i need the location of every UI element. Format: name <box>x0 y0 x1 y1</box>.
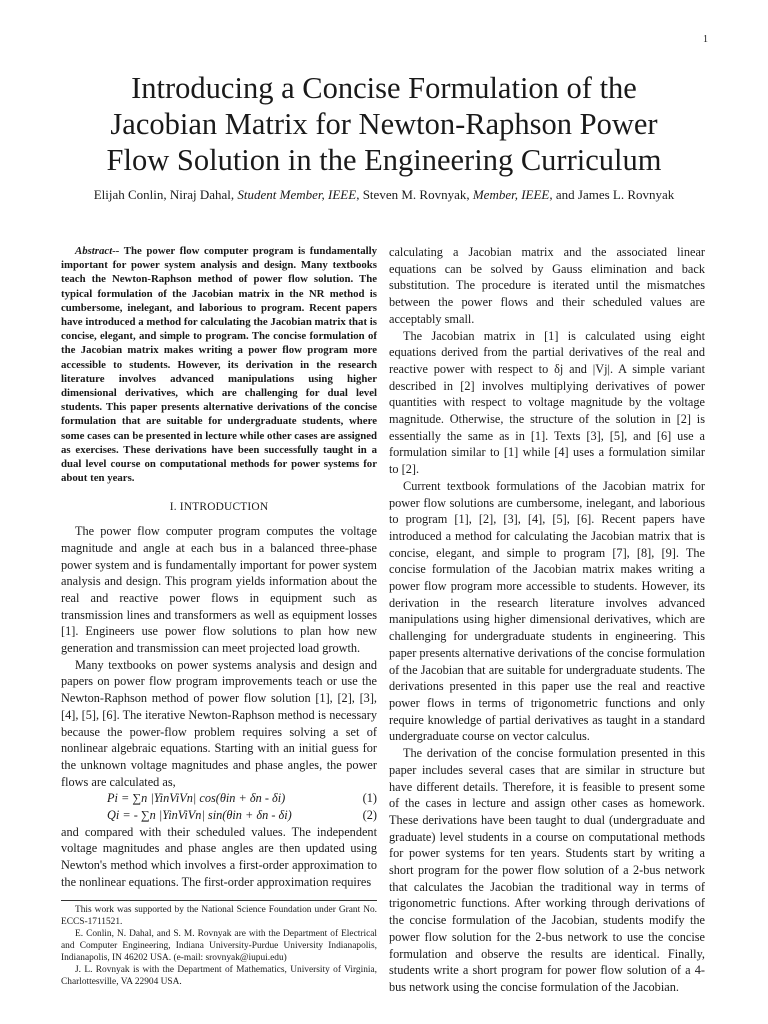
footnote: J. L. Rovnyak is with the Department of Mathematics, University of Virginia, Charlottesville, VA 22904 USA. <box>61 964 377 987</box>
equation-number: (1) <box>362 791 377 806</box>
author-role: Member, IEEE, <box>472 187 553 202</box>
author-name: , Steven M. Rovnyak, <box>356 187 473 202</box>
body-paragraph-1: calculating a Jacobian matrix and the associated linear equations can be solved by Gauss elimination and back substitution. The procedure is iterated until the mismatches between the power flows and their scheduled values are acceptably small. <box>389 245 705 326</box>
equation-2 <box>61 807 377 824</box>
body-paragraph-2: The Jacobian matrix in [1] is calculated using eight equations derived from the partial derivatives of the real and reactive power with respect to δj and |Vj|. A simple variant described in [2] involves multiplying derivatives of power quantities with respect to voltage magnitude by the voltage magnitude. Otherwise, the structure of the solution in [2] is essentially the same as in [1]. Texts [3], [5], and [6] use a formulation similar to [1] while [4] uses a formulation similar to [2]. <box>389 328 705 477</box>
footnotes <box>61 904 377 988</box>
title-line: Jacobian Matrix for Newton-Raphson Power <box>110 107 658 141</box>
right-column <box>389 244 705 996</box>
author-list <box>60 186 708 203</box>
abstract-text: The power flow computer program is fundamentally important for power system analysis and design. Many textbooks teach the Newton-Raphson method of power flow solution. The typical formulation of the Jacobian matrix in the NR method is cumbersome, inelegant, and laborious to program. Recent papers have introduced a method for calculating the Jacobian matrix that is concise, elegant, and simple to program. The concise formulation of the Jacobian matrix makes writing a power flow program more accessible to students. However, its derivation in the research literature involves advanced manipulations using higher dimensional derivatives, which are challenging for dual level students. This paper presents alternative derivations of the concise formulation that are suitable for undergraduate students, where some cases can be presented in lecture while other cases are assigned as exercises. These derivations have been successfully taught in a dual level course on computational methods for power systems for about ten years. <box>61 245 377 485</box>
author-role: Student Member, IEEE <box>237 187 357 202</box>
equation-body: Qi = - ∑n |YinViVn| sin(θin + δn - δi) <box>107 808 292 823</box>
footnote: This work was supported by the National Science Foundation under Grant No. ECCS-1711521. <box>61 904 377 927</box>
section-heading-numeral: I. I <box>169 501 184 514</box>
author-name: , Niraj Dahal, <box>163 187 238 202</box>
title-line: Flow Solution in the Engineering Curriculum <box>106 143 662 177</box>
footnote-divider <box>61 900 377 901</box>
abstract-lead: Abstract-- <box>75 245 120 257</box>
intro-paragraph-2: Many textbooks on power systems analysis and design and papers on power flow program improvements teach or use the Newton-Raphson method of power flow solution [1], [2], [3], [4], [5], [6]. The iterative Newton-Raphson method is necessary because the power-flow problem requires solving a set of nonlinear algebraic equations. Starting with an initial guess for the unknown voltage magnitudes and phase angles, the power flows are calculated as, <box>61 657 377 789</box>
equation-number: (2) <box>362 808 377 823</box>
author-name: Elijah Conlin <box>93 187 164 202</box>
equation-body: Pi = ∑n |YinViVn| cos(θin + δn - δi) <box>107 791 286 806</box>
author-name: and James L. Rovnyak <box>552 187 675 202</box>
section-heading-introduction <box>61 499 377 516</box>
intro-paragraph-1: The power flow computer program computes the voltage magnitude and angle at each bus in a balanced three-phase power system and is fundamentally important for power system analysis and design. This program yields information about the real and reactive power flows in equipment such as transmission lines and transformers as well as equipment losses [1]. Engineers use power flow solutions to plan how new generation and transmission can meet projected load growth. <box>61 524 377 656</box>
page-number: 1 <box>703 34 708 45</box>
body-paragraph-4: The derivation of the concise formulation presented in this paper includes several cases that are similar in structure but have different details. Therefore, it is feasible to present some of the cases in lecture and assign other cases as homework. These derivations have been taught to dual (undergraduate and graduate) level students in a course on computational methods for power systems for ten years. Students start by writing a short program for the power flow solution of a 2-bus network that calculates the Jacobian the traditional way in terms of trigonometric functions. After working through derivations of the concise formulation of the Jacobian, students modify the power flow solution for the 2-bus network to use the concise formulation and observe the results are identical. Finally, students write a short program for power flow solution of a 4-bus network using the concise formulation of the Jacobian. <box>389 746 705 994</box>
paper-title <box>60 70 708 178</box>
abstract <box>61 244 377 485</box>
body-paragraph-3: Current textbook formulations of the Jacobian matrix for power flow solutions are cumbersome, inelegant, and laborious to program [1], [2], [3], [4], [5], [6]. Recent papers have introduced a method for calculating the Jacobian matrix that is concise, elegant, and simple to program [7], [8], [9]. The concise formulation of the Jacobian matrix makes writing a power flow program more accessible to students. However, its derivation in the research literature involves advanced manipulations using higher dimensional derivatives, which are challenging for undergraduate students in engineering. This paper presents alternative derivations of the concise formulation of the Jacobian that are suitable for undergraduate students. The derivations presented in this paper use the real and reactive power flows in terms of trigonometric functions and only require knowledge of partial derivatives as taught in a standard undergraduate course on vector calculus. <box>389 478 705 744</box>
section-heading-text: NTRODUCTION <box>183 501 269 514</box>
equation-1 <box>61 790 377 807</box>
intro-paragraph-3: and compared with their scheduled values. The independent voltage magnitudes and phase angles are then updated using Newton's method which involves a first-order approximation to the nonlinear equations. The first-order approximation requires <box>61 824 377 889</box>
footnote: E. Conlin, N. Dahal, and S. M. Rovnyak are with the Department of Electrical and Computer Engineering, Indiana University-Purdue University Indianapolis, Indianapolis, IN 46202 USA. (e-mail: srovnyak@iupui.edu) <box>61 928 377 963</box>
title-line: Introducing a Concise Formulation of the <box>131 71 637 105</box>
left-column <box>61 244 377 988</box>
